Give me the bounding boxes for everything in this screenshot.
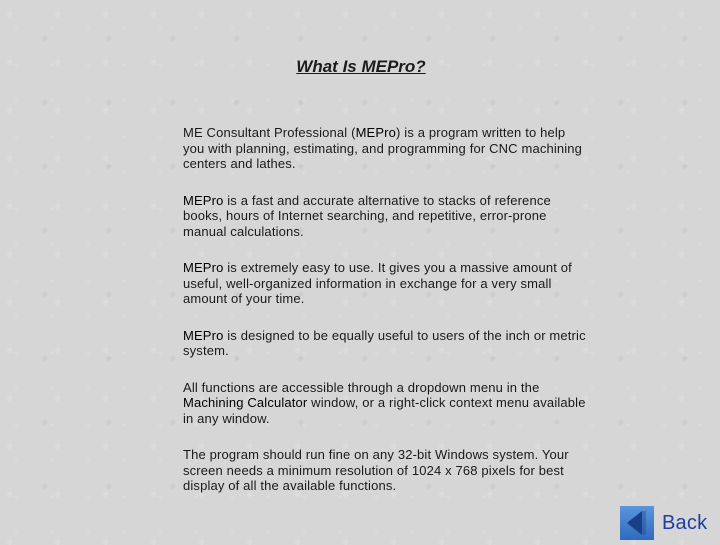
back-button[interactable] [620, 506, 707, 540]
back-arrow-icon[interactable] [620, 506, 654, 540]
paragraph-text: All functions are accessible through a dropdown menu in the [183, 379, 540, 395]
paragraph-text: ) is a program written to help you with planning, estimating, and programming for CNC machining centers and lathes. [183, 125, 583, 171]
paragraph-text: is extremely easy to use. It gives you a massive amount of useful, well-organized information in exchange for a very small amount of your time. [183, 260, 572, 306]
product-name: MEPro [183, 327, 224, 343]
paragraph-text: is a fast and accurate alternative to stacks of reference books, hours of Internet searching, and repetitive, error-prone manual calculations. [183, 192, 551, 239]
paragraph-ease-of-use [183, 260, 588, 307]
paragraph-units [183, 328, 588, 359]
page-title: What Is MEPro? [296, 57, 426, 76]
paragraph-requirements [183, 447, 588, 494]
paragraph-text: The program should run fine on any 32-bit Windows system. Your screen needs a minimum resolution of 1024 x 768 pixels for best display of all the available functions. [183, 447, 569, 493]
paragraph-text: is designed to be equally useful to users of the inch or metric system. [183, 327, 586, 358]
product-name: MEPro [183, 260, 224, 275]
content-body [183, 125, 588, 515]
product-name: MEPro [183, 192, 224, 208]
window-name: Machining Calculator [183, 395, 308, 410]
paragraph-text: window, or a right-click context menu available in any window. [183, 395, 586, 426]
paragraph-menus [183, 380, 588, 427]
paragraph-intro [183, 125, 588, 172]
back-label[interactable]: Back [662, 511, 708, 534]
paragraph-text: ME Consultant Professional ( [183, 125, 356, 140]
paragraph-alternative [183, 193, 588, 240]
product-name: MEPro [355, 125, 397, 140]
